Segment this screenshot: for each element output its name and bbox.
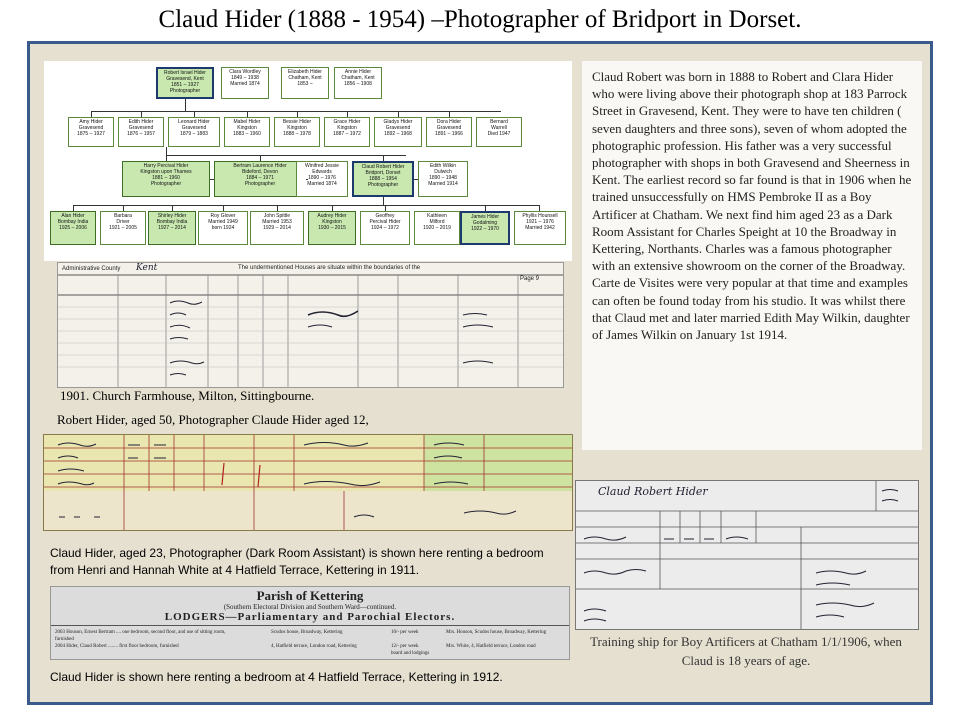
tree-person-line: Photographer	[169, 88, 201, 94]
tree-person-line: Bernard	[490, 119, 508, 125]
tree-person-line: 1888 – 1978	[283, 131, 311, 137]
tree-person-line: Married 1953	[262, 219, 292, 225]
tree-person-barbara	[100, 211, 146, 245]
tree-person-line: Chatham, Kent	[288, 75, 322, 81]
ship-record-caption: Training ship for Boy Artificers at Chatham 1/1/1906, when Claud is 18 years of age.	[590, 634, 902, 668]
tree-person-line: 1892 – 1968	[384, 131, 412, 137]
tree-connector	[383, 197, 384, 205]
tree-person-line: Edith Wilkin	[429, 163, 457, 169]
tree-person-line: Dora Hider	[436, 119, 462, 125]
tree-person-winifred	[296, 161, 348, 197]
tree-person-line: Gravesend	[78, 125, 104, 131]
tree-person-line: 1921 – 2005	[109, 225, 137, 231]
tree-person-line: Photographer	[150, 181, 182, 187]
tree-person-edithw	[418, 161, 468, 197]
ship-record-name: Claud Robert Hider	[598, 485, 708, 498]
tree-connector	[194, 111, 195, 117]
tree-person-line: Phyllis Hounsell	[522, 213, 558, 219]
tree-person-line: Bertram Laurence Hider	[233, 163, 287, 169]
tree-person-line: 1929 – 2014	[263, 225, 291, 231]
tree-person-line: Married 1949	[208, 219, 238, 225]
tree-person-line: Leonard Hider	[178, 119, 210, 125]
ledger-row-2: 2004 Hider, Claud Robert ........ first floor bedroom, furnished	[55, 644, 179, 649]
tree-person-line: Percival Hider	[369, 219, 401, 225]
tree-person-line: 1927 – 2014	[158, 225, 186, 231]
tree-person-line: 1851 – 1927	[171, 82, 199, 88]
ledger-address-2: 4, Hatfield terrace, London road, Kettering	[271, 644, 357, 649]
tree-person-line: Dulwich	[434, 169, 452, 175]
ledger-parish: Parish of Kettering	[256, 588, 364, 603]
tree-connector	[141, 111, 142, 117]
tree-connector	[297, 111, 298, 117]
tree-person-line: 1888 – 1954	[369, 176, 397, 182]
census-county: Kent	[136, 263, 158, 273]
tree-connector	[260, 155, 261, 161]
tree-person-line: Bessie Hider	[282, 119, 312, 125]
tree-connector	[91, 111, 92, 117]
tree-person-line: 1856 – 1908	[344, 81, 372, 87]
tree-person-line: 1891 – 1966	[435, 131, 463, 137]
tree-connector	[385, 205, 386, 211]
tree-person-line: Kingston upon Thames	[140, 169, 192, 175]
tree-person-line: Shirley Hider	[157, 213, 187, 219]
ledger-lodgers: LODGERS—Parliamentary and Parochial Electors.	[164, 611, 456, 623]
tree-person-line: 1879 – 1883	[180, 131, 208, 137]
tree-person-line: 1876 – 1957	[127, 131, 155, 137]
ledger-division: (Southern Electoral Division and Southern Ward—continued.	[223, 603, 397, 611]
tree-person-roy	[198, 211, 248, 245]
tree-connector	[539, 205, 540, 211]
tree-person-line: Bideford, Devon	[242, 169, 278, 175]
tree-person-line: Harry Percival Hider	[143, 163, 189, 169]
tree-person-line: 1883 – 1960	[233, 131, 261, 137]
tree-person-phyllis	[514, 211, 566, 245]
tree-person-line: 1924 – 1972	[371, 225, 399, 231]
tree-person-bernard	[476, 117, 522, 147]
tree-person-line: Kingston	[322, 219, 342, 225]
census-1901-caption: 1901. Church Farmhouse, Milton, Sittingbourne.	[60, 388, 315, 403]
tree-person-line: 1925 – 2006	[59, 225, 87, 231]
tree-person-line: Kingston	[237, 125, 257, 131]
tree-person-edith	[118, 117, 164, 147]
census-header	[62, 263, 157, 273]
census-1911-image	[43, 434, 573, 531]
ledger-address-1: Scudos house, Broadway, Kettering	[271, 630, 343, 635]
tree-person-line: Gravesend	[436, 125, 462, 131]
tree-person-line: Barbara	[114, 213, 132, 219]
tree-person-line: Married 1914	[428, 181, 458, 187]
tree-person-elizabeth	[281, 67, 329, 99]
tree-person-line: Married 1942	[525, 225, 555, 231]
tree-person-line: Bombay India	[156, 219, 188, 225]
tree-person-dora	[426, 117, 472, 147]
tree-person-line: Gravesend	[385, 125, 411, 131]
tree-person-line: Kathleen	[427, 213, 447, 219]
tree-person-bessie	[274, 117, 320, 147]
tree-person-shirley	[148, 211, 196, 245]
tree-person-line: Winifred Jessie	[305, 163, 339, 169]
tree-person-line: Edith Hider	[128, 119, 154, 125]
ledger-landlord-2: Mrs. White, 4, Hatfield terrace, London road	[446, 644, 536, 649]
tree-person-line: Died 1947	[487, 131, 511, 137]
tree-person-line: 1853 –	[297, 81, 313, 87]
tree-person-line: 1881 – 1960	[152, 175, 180, 181]
tree-person-line: Annie Hider	[344, 69, 372, 75]
tree-person-line: Kingston	[287, 125, 307, 131]
family-tree	[44, 61, 572, 261]
tree-person-kathleen	[414, 211, 460, 245]
tree-person-line: Gravesend	[181, 125, 207, 131]
tree-person-grace	[324, 117, 370, 147]
tree-person-line: 1849 – 1938	[231, 75, 259, 81]
tree-person-line: Gladys Hider	[383, 119, 413, 125]
tree-person-line: Bridport, Dorset	[365, 170, 401, 176]
tree-person-line: Audrey Hider	[317, 213, 347, 219]
census-1901-scan	[58, 263, 563, 387]
tree-connector	[185, 99, 186, 111]
tree-connector	[347, 111, 348, 117]
tree-person-line: Gravesend	[128, 125, 154, 131]
tree-connector	[166, 147, 167, 155]
tree-person-line: Chatham, Kent	[341, 75, 375, 81]
tree-person-james	[460, 211, 510, 245]
tree-connector	[123, 205, 124, 211]
tree-person-line: Photographer	[244, 181, 276, 187]
ledger-rent-1: 10/- per week	[391, 630, 419, 635]
tree-person-leonard	[168, 117, 220, 147]
ledger-landlord-1: Mrs. Houson, Scudos house, Broadway, Kettering	[446, 630, 547, 635]
tree-person-line: 1922 – 1970	[471, 226, 499, 232]
training-ship-record-image	[575, 480, 919, 630]
tree-person-audrey	[308, 211, 356, 245]
ledger-caption: Claud Hider is shown here renting a bedroom at 4 Hatfield Terrace, Kettering in 1912.	[50, 670, 503, 684]
tree-person-annie	[334, 67, 382, 99]
tree-person-line: John Spittle	[263, 213, 291, 219]
ledger-rule	[51, 625, 569, 626]
tree-connector	[210, 179, 214, 180]
tree-person-geoffrey	[360, 211, 410, 245]
biography-text: Claud Robert was born in 1888 to Robert and Clara Hider who were living above their photograph shop at 183 Parrock Street in Gravesend, Kent. They were to have ten children ( seven daughters and three sons), seven of whom adopted the photographic profession. His father was a very successful photographer with shops in both Gravesend and Sheerness in Kent. The earliest record so far found is that in 1906 when he trained unsuccessfully on HMS Pembroke II as a Boy Artificer at Chatham. We next find him aged 23 as a Dark Room Assistant for Charles Speight at 10 the Broadway in Kettering, Northants. Charles was a famous photographer with an extensive showroom on the corner of the Broadway. Carte de Visites were very popular at that time and examples can often be found today from his studio. It was whilst there that Claud met and later married Edith May Wilkin, daughter of James Wilkin on January 1st 1914.	[582, 61, 922, 450]
tree-person-line: Godalming	[472, 220, 498, 226]
tree-connector	[247, 111, 248, 117]
tree-person-line: Married 1874	[307, 181, 337, 187]
tree-person-line: Gravesend, Kent	[166, 76, 204, 82]
tree-person-line: Married 1874	[230, 81, 260, 87]
census-1911-caption: Claud Hider, aged 23, Photographer (Dark Room Assistant) is shown here renting a bedroom from Henri and Hannah White at 4 Hatfield Terrace, Kettering in 1911.	[50, 546, 544, 577]
tree-person-line: 1875 – 1927	[77, 131, 105, 137]
tree-person-line: James Hider	[470, 214, 500, 220]
tree-connector	[166, 155, 406, 156]
census-1901-image	[57, 262, 564, 388]
tree-person-line: 1920 – 2019	[423, 225, 451, 231]
tree-connector	[449, 111, 450, 117]
tree-person-claud	[352, 161, 414, 197]
tree-person-line: Kingston	[337, 125, 357, 131]
tree-connector	[223, 205, 224, 211]
tree-person-amy	[68, 117, 114, 147]
tree-person-line: Mabel Hider	[233, 119, 261, 125]
tree-person-line: Warrell	[491, 125, 507, 131]
tree-connector	[485, 205, 486, 211]
census-subheader: The undermentioned Houses are situate within the boundaries of the	[238, 265, 421, 271]
census-1911-scan	[44, 435, 572, 530]
tree-connector	[166, 155, 167, 161]
tree-person-alan	[50, 211, 96, 245]
tree-person-line: Grace Hider	[333, 119, 361, 125]
ledger-rent-2: 12/- per week board and lodgings	[391, 644, 430, 656]
tree-person-line: Claud Robert Hider	[361, 164, 405, 170]
census-1911-heading: Robert Hider, aged 50, Photographer Claude Hider aged 12,	[57, 412, 369, 427]
tree-person-line: 1930 – 2015	[318, 225, 346, 231]
tree-connector	[73, 205, 539, 206]
tree-person-line: Driver	[116, 219, 130, 225]
tree-person-line: Photographer	[367, 182, 399, 188]
tree-person-harry	[122, 161, 210, 197]
tree-person-line: 1890 – 1976	[308, 175, 336, 181]
tree-person-line: 1887 – 1972	[333, 131, 361, 137]
tree-connector	[73, 205, 74, 211]
tree-person-bertram	[214, 161, 306, 197]
tree-person-line: 1884 – 1971	[246, 175, 274, 181]
tree-person-line: Elizabeth Hider	[288, 69, 322, 75]
tree-person-line: 1921 – 1976	[526, 219, 554, 225]
tree-connector	[383, 155, 384, 161]
tree-person-line: Bombay India	[57, 219, 89, 225]
tree-connector	[306, 179, 308, 180]
tree-person-john	[250, 211, 304, 245]
tree-person-line: 1890 – 1948	[429, 175, 457, 181]
tree-person-gladys	[374, 117, 422, 147]
tree-connector	[398, 111, 399, 117]
page-title: Claud Hider (1888 - 1954) –Photographer of Bridport in Dorset.	[158, 6, 802, 33]
tree-person-line: Amy Hider	[79, 119, 103, 125]
tree-connector	[277, 205, 278, 211]
tree-person-line: born 1924	[211, 225, 235, 231]
tree-person-line: Geoffrey	[375, 213, 395, 219]
tree-person-line: Clara Wordley	[229, 69, 261, 75]
census-page: Page 9	[520, 276, 540, 282]
tree-person-line: Edwards	[312, 169, 332, 175]
tree-person-line: Roy Glover	[210, 213, 236, 219]
ledger-row-1: 2003 Houson, Ernest Bertram .... one bedroom, second floor, and use of sitting room, furnished	[55, 630, 226, 642]
tree-connector	[332, 205, 333, 211]
tree-person-mabel	[224, 117, 270, 147]
tree-connector	[91, 111, 501, 112]
tree-person-line: Alan Hider	[61, 213, 85, 219]
census-header-label: Administrative County	[62, 266, 121, 272]
tree-person-robert	[156, 67, 214, 99]
ship-record-scan	[576, 481, 918, 629]
tree-person-line: Robert Israel Hider	[164, 70, 206, 76]
tree-person-clara	[221, 67, 269, 99]
electoral-register-image	[50, 586, 570, 660]
tree-connector	[414, 179, 418, 180]
tree-connector	[172, 205, 173, 211]
tree-person-line: Milford	[429, 219, 445, 225]
